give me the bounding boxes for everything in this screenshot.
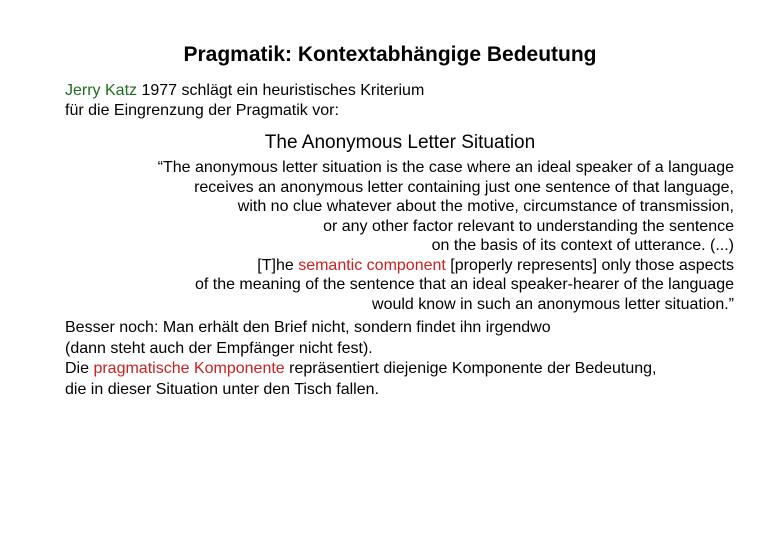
quote-line-8: would know in such an anonymous letter situation.” xyxy=(372,295,734,313)
quote-line-1: “The anonymous letter situation is the case where an ideal speaker of a language xyxy=(157,159,734,176)
quote-line-6-post: [properly represents] only those aspects xyxy=(445,256,734,274)
body-line-3-post: repräsentiert diejenige Komponente der Bedeutung, xyxy=(284,360,657,377)
quote-line-6 xyxy=(34,256,734,276)
quote-line-3: with no clue whatever about the motive, circumstance of transmission, xyxy=(237,198,734,215)
body-line-1: Besser noch: Man erhält den Brief nicht, sondern findet ihn irgendwo xyxy=(65,319,551,336)
body-line-3 xyxy=(65,359,657,380)
semantic-component-highlight: semantic component xyxy=(298,256,446,274)
body-line-4: die in dieser Situation unter den Tisch fallen. xyxy=(65,380,379,398)
intro-line-2: für die Eingrenzung der Pragmatik vor: xyxy=(65,102,339,119)
author-name: Jerry Katz xyxy=(65,82,138,99)
intro-paragraph xyxy=(65,81,424,121)
body-line-3-pre: Die xyxy=(65,360,94,377)
katz-quote xyxy=(34,158,734,314)
quote-line-2: receives an anonymous letter containing just one sentence of that language, xyxy=(194,178,734,196)
quote-line-4: or any other factor relevant to understanding the sentence xyxy=(323,217,734,235)
body-line-2: (dann steht auch der Empfänger nicht fest). xyxy=(65,339,373,357)
intro-line-1-text: 1977 schlägt ein heuristisches Kriterium xyxy=(137,82,425,99)
body-paragraph xyxy=(65,318,657,400)
pragmatic-component-highlight: pragmatische Komponente xyxy=(93,360,285,377)
section-heading: The Anonymous Letter Situation xyxy=(264,132,536,153)
slide-title: Pragmatik: Kontextabhängige Bedeutung xyxy=(183,43,597,66)
intro-line-1 xyxy=(65,81,424,101)
quote-line-5: on the basis of its context of utterance. (...) xyxy=(431,237,734,254)
quote-line-6-pre: [T]he xyxy=(257,256,299,274)
quote-line-7: of the meaning of the sentence that an ideal speaker-hearer of the language xyxy=(194,276,734,293)
